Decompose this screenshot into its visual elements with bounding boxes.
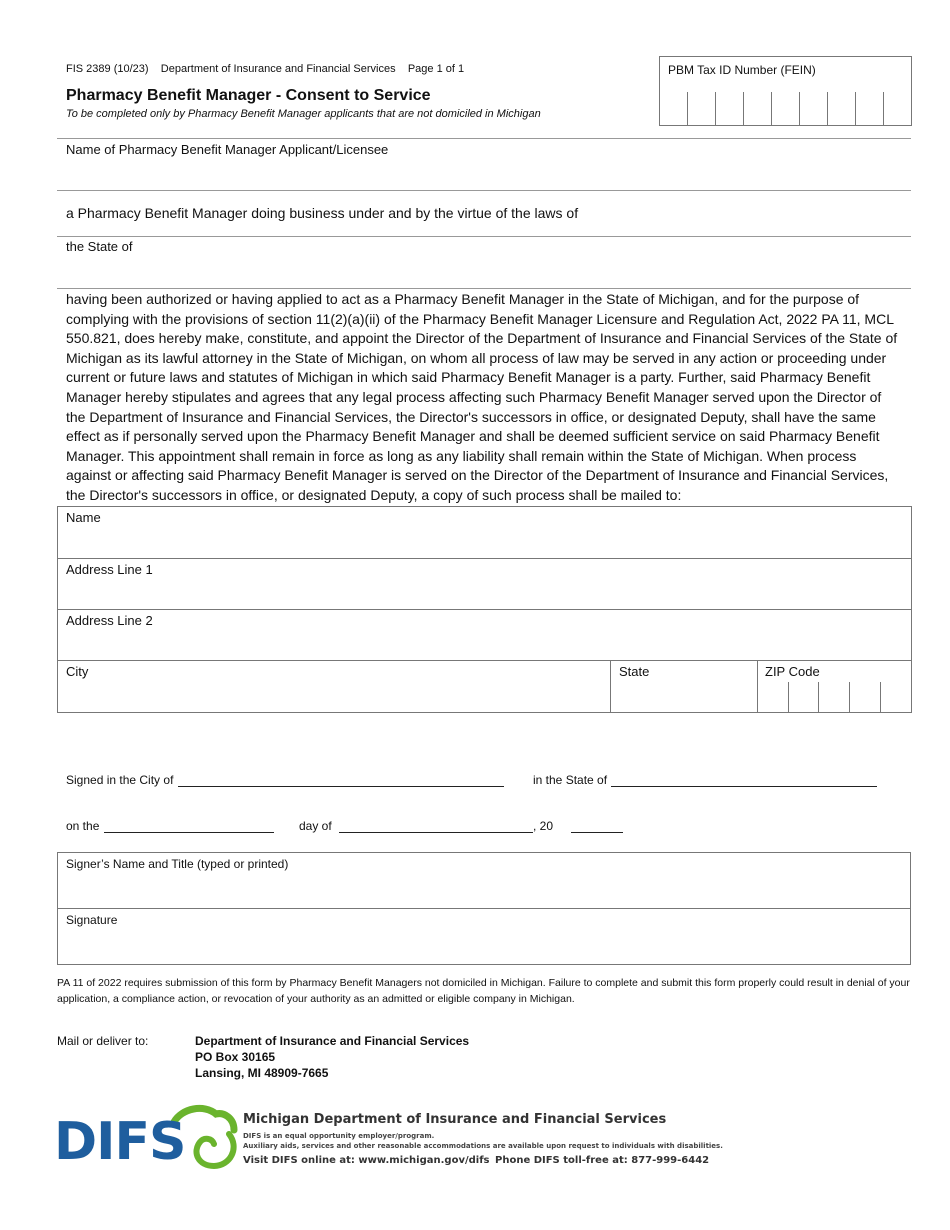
address2-label: Address Line 2 [66,613,153,628]
year-prefix: , 20 [533,819,554,833]
state-label: State [619,664,650,679]
logo-text: DIFS [54,1112,186,1172]
notice-line: application, a compliance action, or revocation of your authority as an admitted or eligible company in Michigan. [57,993,575,1005]
footer-aux: Auxiliary aids, services and other reasonable accommodations are available upon request to individuals with disabilities. [243,1142,723,1150]
address1-label: Address Line 1 [66,562,153,577]
applicant-name-input[interactable] [66,162,906,186]
form-title: Pharmacy Benefit Manager - Consent to Service [66,87,431,104]
mail-to-line1: Department of Insurance and Financial Services [195,1034,470,1048]
day-input[interactable] [106,812,272,832]
footer-org-name: Michigan Department of Insurance and Financial Services [243,1112,667,1127]
domicile-state-input[interactable] [66,259,906,283]
form-subtitle: To be completed only by Pharmacy Benefit Manager applicants that are not domiciled in Michigan [66,108,541,120]
mail-to-label: Mail or deliver to: [57,1034,149,1048]
consent-line: complying with the provisions of section 11(2)(a)(ii) of the Pharmacy Benefit Manager Licensure and Regulation Act, 2022 PA 11, MCL [66,310,894,327]
in-state-label: in the State of [533,773,608,787]
signature-field[interactable] [66,932,906,960]
signed-city-label: Signed in the City of [66,773,174,787]
page-number: Page 1 of 1 [407,63,465,75]
consent-line: 550.821, does hereby make, constitute, and appoint the Director of the Department of Insurance and Financial Services of the State of [66,330,898,347]
mail-name-label: Name [66,510,101,525]
mail-to-line2: PO Box 30165 [195,1050,276,1064]
zip-label: ZIP Code [765,664,820,679]
signer-name-label: Signer’s Name and Title (typed or printed) [66,857,289,871]
day-of-label: day of [299,819,332,833]
footer-phone: Phone DIFS toll-free at: 877-999-6442 [495,1155,710,1166]
notice-text [57,975,917,1007]
department-name: Department of Insurance and Financial Services [160,63,396,75]
consent-line: the Department of Insurance and Financial Services, the Director's successors in office, or designated Deputy, shall have the same [66,408,876,425]
consent-line: Manager. This appointment shall remain in force as long as any liability shall remain within the State of Michigan. When process [66,447,857,464]
mail-name-input[interactable] [66,530,906,554]
footer-visit: Visit DIFS online at: www.michigan.gov/difs [243,1155,490,1166]
consent-line: effect as if personally served upon the Pharmacy Benefit Manager and shall be deemed sufficient service on said Pharmacy Benefit [66,428,880,445]
consent-line: current or future laws and statutes of Michigan in which said Pharmacy Benefit Manager is a party. Further, said Pharmacy Benefit [66,369,871,386]
consent-line: the Director's successors in office, or designated Deputy, a copy of such process shall be mailed to: [66,486,682,503]
month-input[interactable] [341,812,531,832]
consent-line: Michigan as its lawful attorney in the State of Michigan, on whom all process of law may be served in any action or proceeding under [66,349,887,366]
state-input[interactable] [619,684,751,708]
form-number: FIS 2389 (10/23) [66,63,149,75]
notice-line: PA 11 of 2022 requires submission of this form by Pharmacy Benefit Managers not domiciled in Michigan. Failure to complete and submit this form properly could result in denial of your [57,977,910,989]
consent-line: having been authorized or having applied to act as a Pharmacy Benefit Manager in the State of Michigan, and for the purpose of [66,291,860,307]
consent-line: against or affecting said Pharmacy Benefit Manager is served on the Director of the Department of Insurance and Financial Services, [66,467,889,484]
business-text: a Pharmacy Benefit Manager doing business under and by the virtue of the laws of [66,205,579,221]
zip-input[interactable] [762,688,908,710]
consent-paragraph [66,290,916,506]
city-input[interactable] [66,684,604,708]
form-header-line [66,63,464,75]
address1-input[interactable] [66,582,906,606]
mail-to-line3: Lansing, MI 48909-7665 [195,1066,329,1080]
difs-logo [54,1104,239,1170]
state-of-label: the State of [66,239,133,254]
signer-name-input[interactable] [66,878,906,902]
fein-input[interactable] [663,98,907,122]
on-the-label: on the [66,819,100,833]
footer-eeo: DIFS is an equal opportunity employer/program. [243,1132,435,1140]
signed-city-input[interactable] [180,766,502,786]
address2-input[interactable] [66,633,906,657]
signed-state-input[interactable] [613,766,875,786]
fein-label: PBM Tax ID Number (FEIN) [668,63,816,77]
year-input[interactable] [573,812,621,832]
mail-to-address [195,1033,469,1081]
applicant-name-label: Name of Pharmacy Benefit Manager Applicant/Licensee [66,142,389,157]
consent-line: Manager hereby stipulates and agrees that any legal process affecting such Pharmacy Benefit Manager served upon the Director of [66,388,882,405]
signature-label: Signature [66,913,118,927]
city-label: City [66,664,89,679]
